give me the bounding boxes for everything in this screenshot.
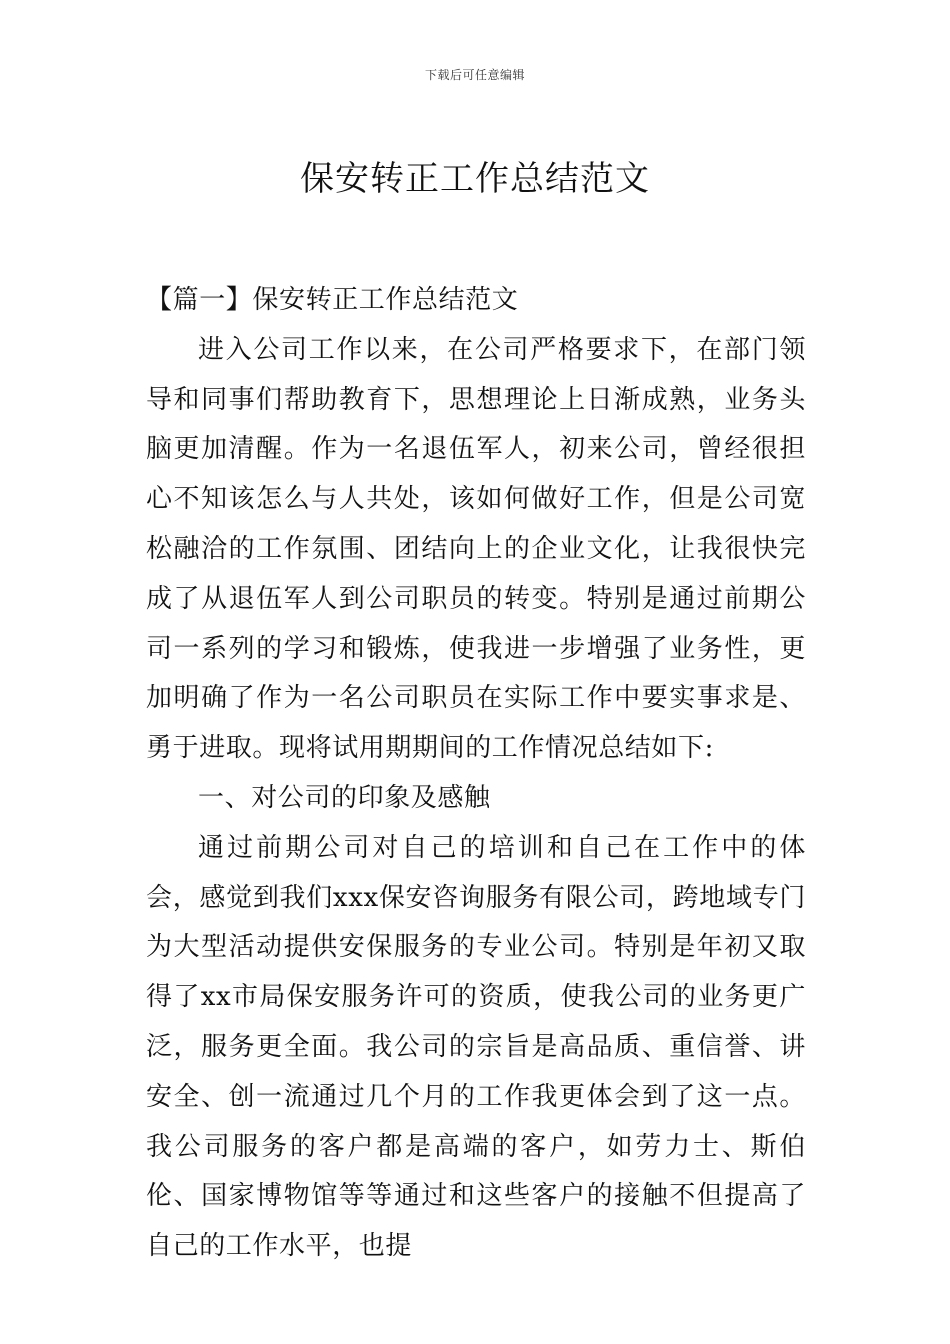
section-heading: 一、对公司的印象及感触 — [198, 782, 491, 813]
section-label: 【篇一】保安转正工作总结范文 — [146, 285, 519, 315]
paragraph: 进入公司工作以来，在公司严格要求下，在部门领导和同事们帮助教育下，思想理论上日渐成熟，业务头脑更加清醒。作为一名退伍军人，初来公司，曾经很担心不知该怎么与人共处，该如何做好工作，但是公司宽松融洽的工作氛围、团结向上的企业文化，让我很快完成了从退伍军人到公司职员的转变。特别是通过前期公司一系列的学习和锻炼，使我进一步增强了业务性，更加明确了作为一名公司职员在实际工作中要实事求是、勇于进取。现将试用期期间的工作情况总结如下: — [146, 334, 806, 764]
header-note: 下载后可任意编辑 — [424, 68, 525, 82]
paragraph: 通过前期公司对自己的培训和自己在工作中的体会，感觉到我们xxx保安咨询服务有限公司，跨地域专门为大型活动提供安保服务的专业公司。特别是年初又取得了xx市局保安服务许可的资质，使我公司的业务更广泛，服务更全面。我公司的宗旨是高品质、重信誉、讲安全、创一流通过几个月的工作我更体会到了这一点。我公司服务的客户都是高端的客户，如劳力士、斯伯伦、国家博物馆等等通过和这些客户的接触不但提高了自己的工作水平，也提 — [146, 832, 806, 1262]
document-body — [146, 276, 806, 1272]
document-title: 保安转正工作总结范文 — [300, 158, 650, 199]
